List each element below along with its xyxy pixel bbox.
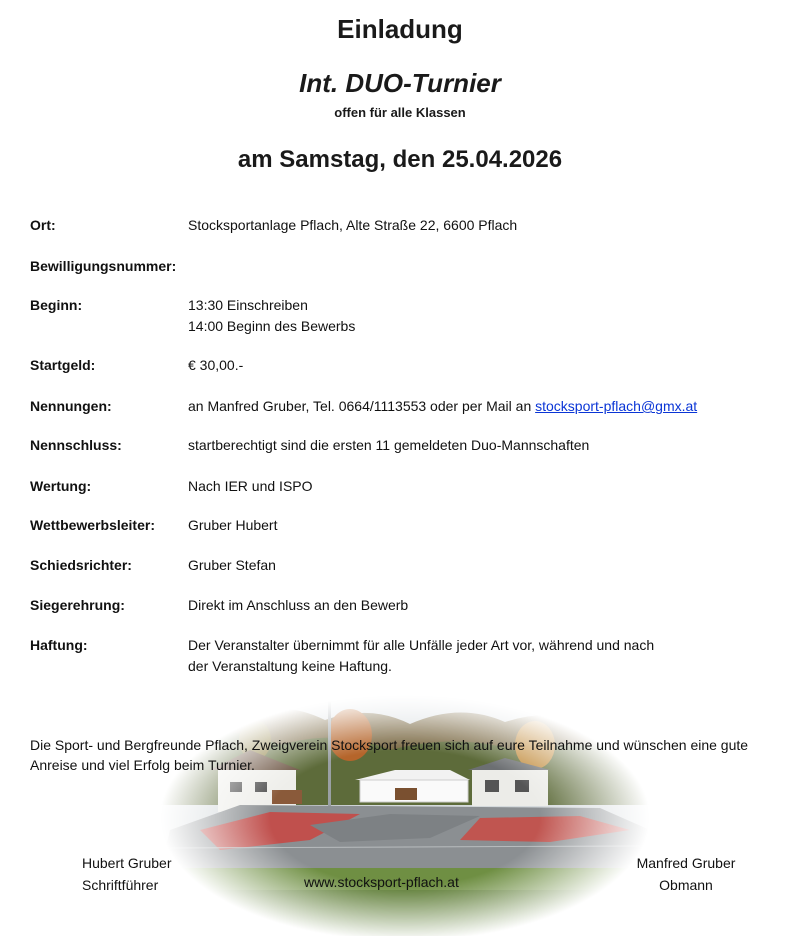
detail-label: Schiedsrichter: [30,557,132,573]
event-subtitle: offen für alle Klassen [334,105,466,120]
detail-label: Bewilligungsnummer: [30,258,177,274]
signature-left [82,852,171,896]
website-link[interactable]: www.stocksport-pflach.at [304,874,459,890]
detail-value-line: 14:00 Beginn des Bewerbs [188,318,356,334]
detail-value: Direkt im Anschluss an den Bewerb [188,597,409,613]
detail-value: Stocksportanlage Pflach, Alte Straße 22, 6600 Pflach [188,217,518,233]
detail-label: Ort: [30,217,56,233]
signature-role: Schriftführer [82,877,159,893]
detail-label: Nennungen: [30,398,112,414]
email-link[interactable]: stocksport-pflach@gmx.at [535,398,698,414]
detail-value [188,635,788,677]
detail-label: Startgeld: [30,357,96,373]
event-date: am Samstag, den 25.04.2026 [237,146,563,173]
detail-value: Gruber Hubert [188,517,278,533]
detail-label: Wettbewerbsleiter: [30,517,155,533]
detail-label: Beginn: [30,297,83,313]
detail-value: startberechtigt sind die ersten 11 gemeldeten Duo-Mannschaften [188,437,590,453]
detail-value-line: Der Veranstalter übernimmt für alle Unfälle jeder Art vor, während und nach [188,637,655,653]
detail-value [188,295,788,337]
detail-label: Haftung: [30,637,88,653]
signature-name: Manfred Gruber [636,855,736,871]
signature-right [630,852,742,896]
detail-label: Wertung: [30,478,92,494]
detail-label: Nennschluss: [30,437,122,453]
detail-value-line: 13:30 Einschreiben [188,297,308,313]
facility-photo [160,690,650,936]
detail-value-text: an Manfred Gruber, Tel. 0664/1113553 oder per Mail an [188,398,536,414]
signature-role: Obmann [659,877,713,893]
event-name: Int. DUO-Turnier [299,68,501,98]
detail-value-line: der Veranstaltung keine Haftung. [188,658,392,674]
closing-text: Die Sport- und Bergfreunde Pflach, Zweigverein Stocksport freuen sich auf eure Teilnahme und wünschen eine gute Anreise und viel Erfolg beim Turnier. [30,737,749,773]
detail-value: Nach IER und ISPO [188,478,313,494]
detail-label: Siegerehrung: [30,597,125,613]
page-title: Einladung [337,14,463,44]
detail-value [188,396,788,417]
signature-name: Hubert Gruber [82,855,172,871]
detail-value: € 30,00.- [188,357,244,373]
detail-value: Gruber Stefan [188,557,276,573]
